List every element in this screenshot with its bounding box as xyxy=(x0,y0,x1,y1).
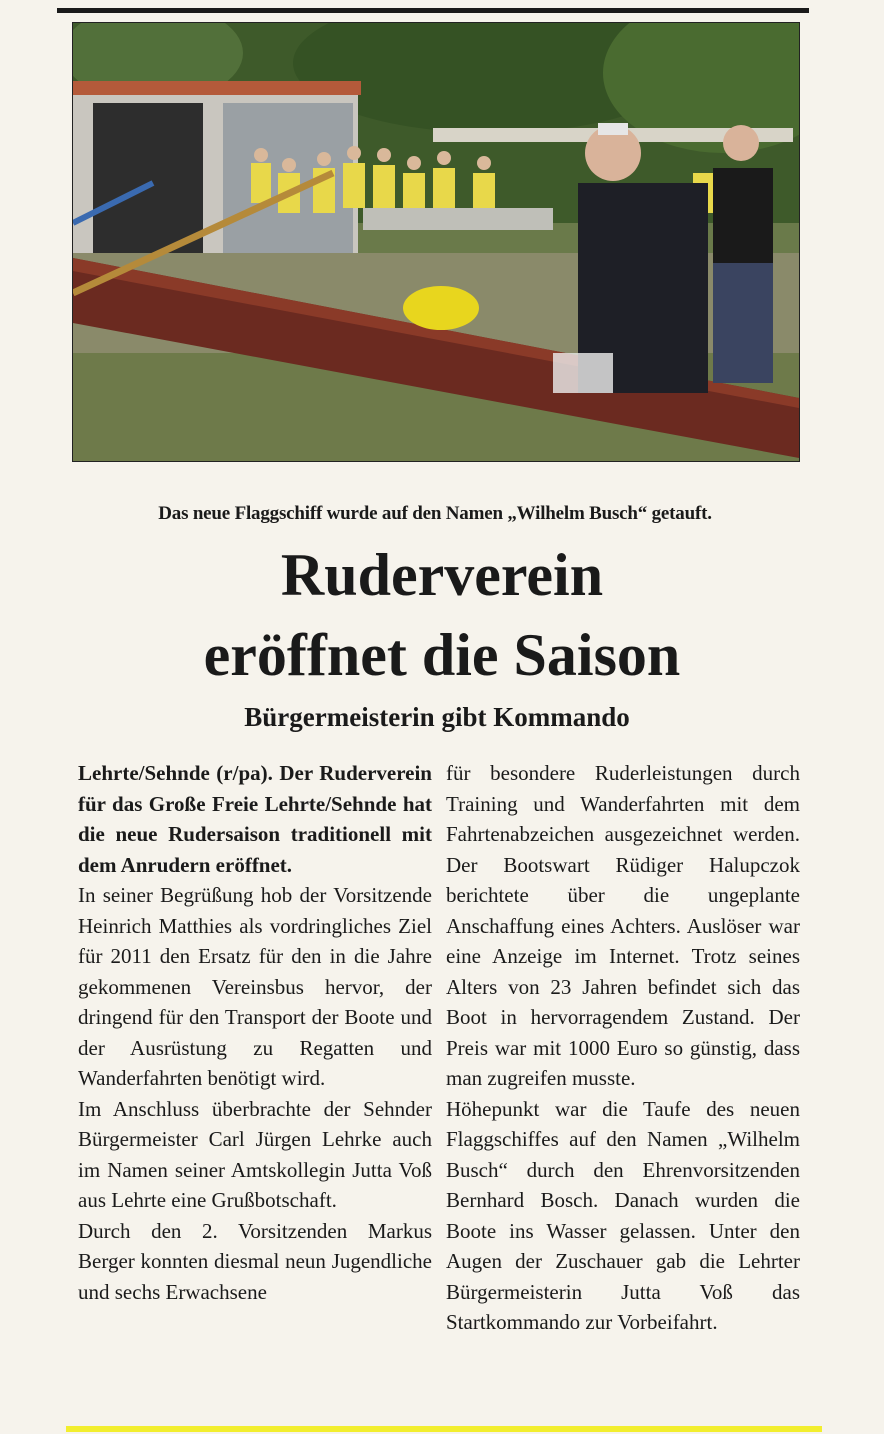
article-photo xyxy=(72,22,800,462)
article-column-right xyxy=(446,758,800,1338)
article-paragraph: Höhepunkt war die Taufe des neuen Flaggschiffes auf den Namen „Wilhelm Busch“ durch den Ehrenvorsitzenden Bernhard Bosch. Danach wurden die Boote ins Wasser gelassen. Unter den Augen der Zuschauer gab die Lehrter Bürgermeisterin Jutta Voß das Startkommando zur Vorbeifahrt. xyxy=(446,1096,800,1334)
article-paragraph: Durch den 2. Vorsitzenden Markus Berger konnten diesmal neun Jugendliche und sechs Erwachsene xyxy=(78,1218,432,1304)
article-lead: Lehrte/Sehnde (r/pa). Der Ruderverein für das Große Freie Lehrte/Sehnde hat die neue Rudersaison traditionell mit dem Anrudern eröffnet. xyxy=(78,761,432,877)
headline-line-2: eröffnet die Saison xyxy=(203,622,681,688)
article-paragraph: Im Anschluss überbrachte der Sehnder Bürgermeister Carl Jürgen Lehrke auch im Namen seiner Amtskollegin Jutta Voß aus Lehrte eine Grußbotschaft. xyxy=(78,1096,432,1212)
article-paragraph: In seiner Begrüßung hob der Vorsitzende Heinrich Matthies als vordringliches Ziel für 2011 den Ersatz für den in die Jahre gekommenen Vereinsbus hervor, der dringend für den Transport der Boote und der Ausrüstung zu Regatten und Wanderfahrten benötigt wird. xyxy=(78,883,432,1090)
article-paragraph: für besondere Ruderleistungen durch Training und Wanderfahrten mit dem Fahrtenabzeichen ausgezeichnet werden. Der Bootswart Rüdiger Halupczok berichtete über die ungeplante Anschaffung eines Achters. Auslöser war eine Anzeige im Internet. Trotz seines Alters von 23 Jahren befindet sich das Boot in hervorragendem Zustand. Der Preis war mit 1000 Euro so günstig, dass man zugreifen musste. xyxy=(446,761,800,1090)
headline-line-1: Ruderverein xyxy=(280,542,604,608)
headline xyxy=(0,535,884,695)
bottom-accent-bar xyxy=(66,1426,822,1432)
article-column-left xyxy=(78,758,432,1307)
photo-caption: Das neue Flaggschiff wurde auf den Namen „Wilhelm Busch“ getauft. xyxy=(158,503,712,524)
subheadline: Bürgermeisterin gibt Kommando xyxy=(244,702,630,732)
top-rule xyxy=(57,8,809,13)
photo-icon xyxy=(73,23,799,461)
